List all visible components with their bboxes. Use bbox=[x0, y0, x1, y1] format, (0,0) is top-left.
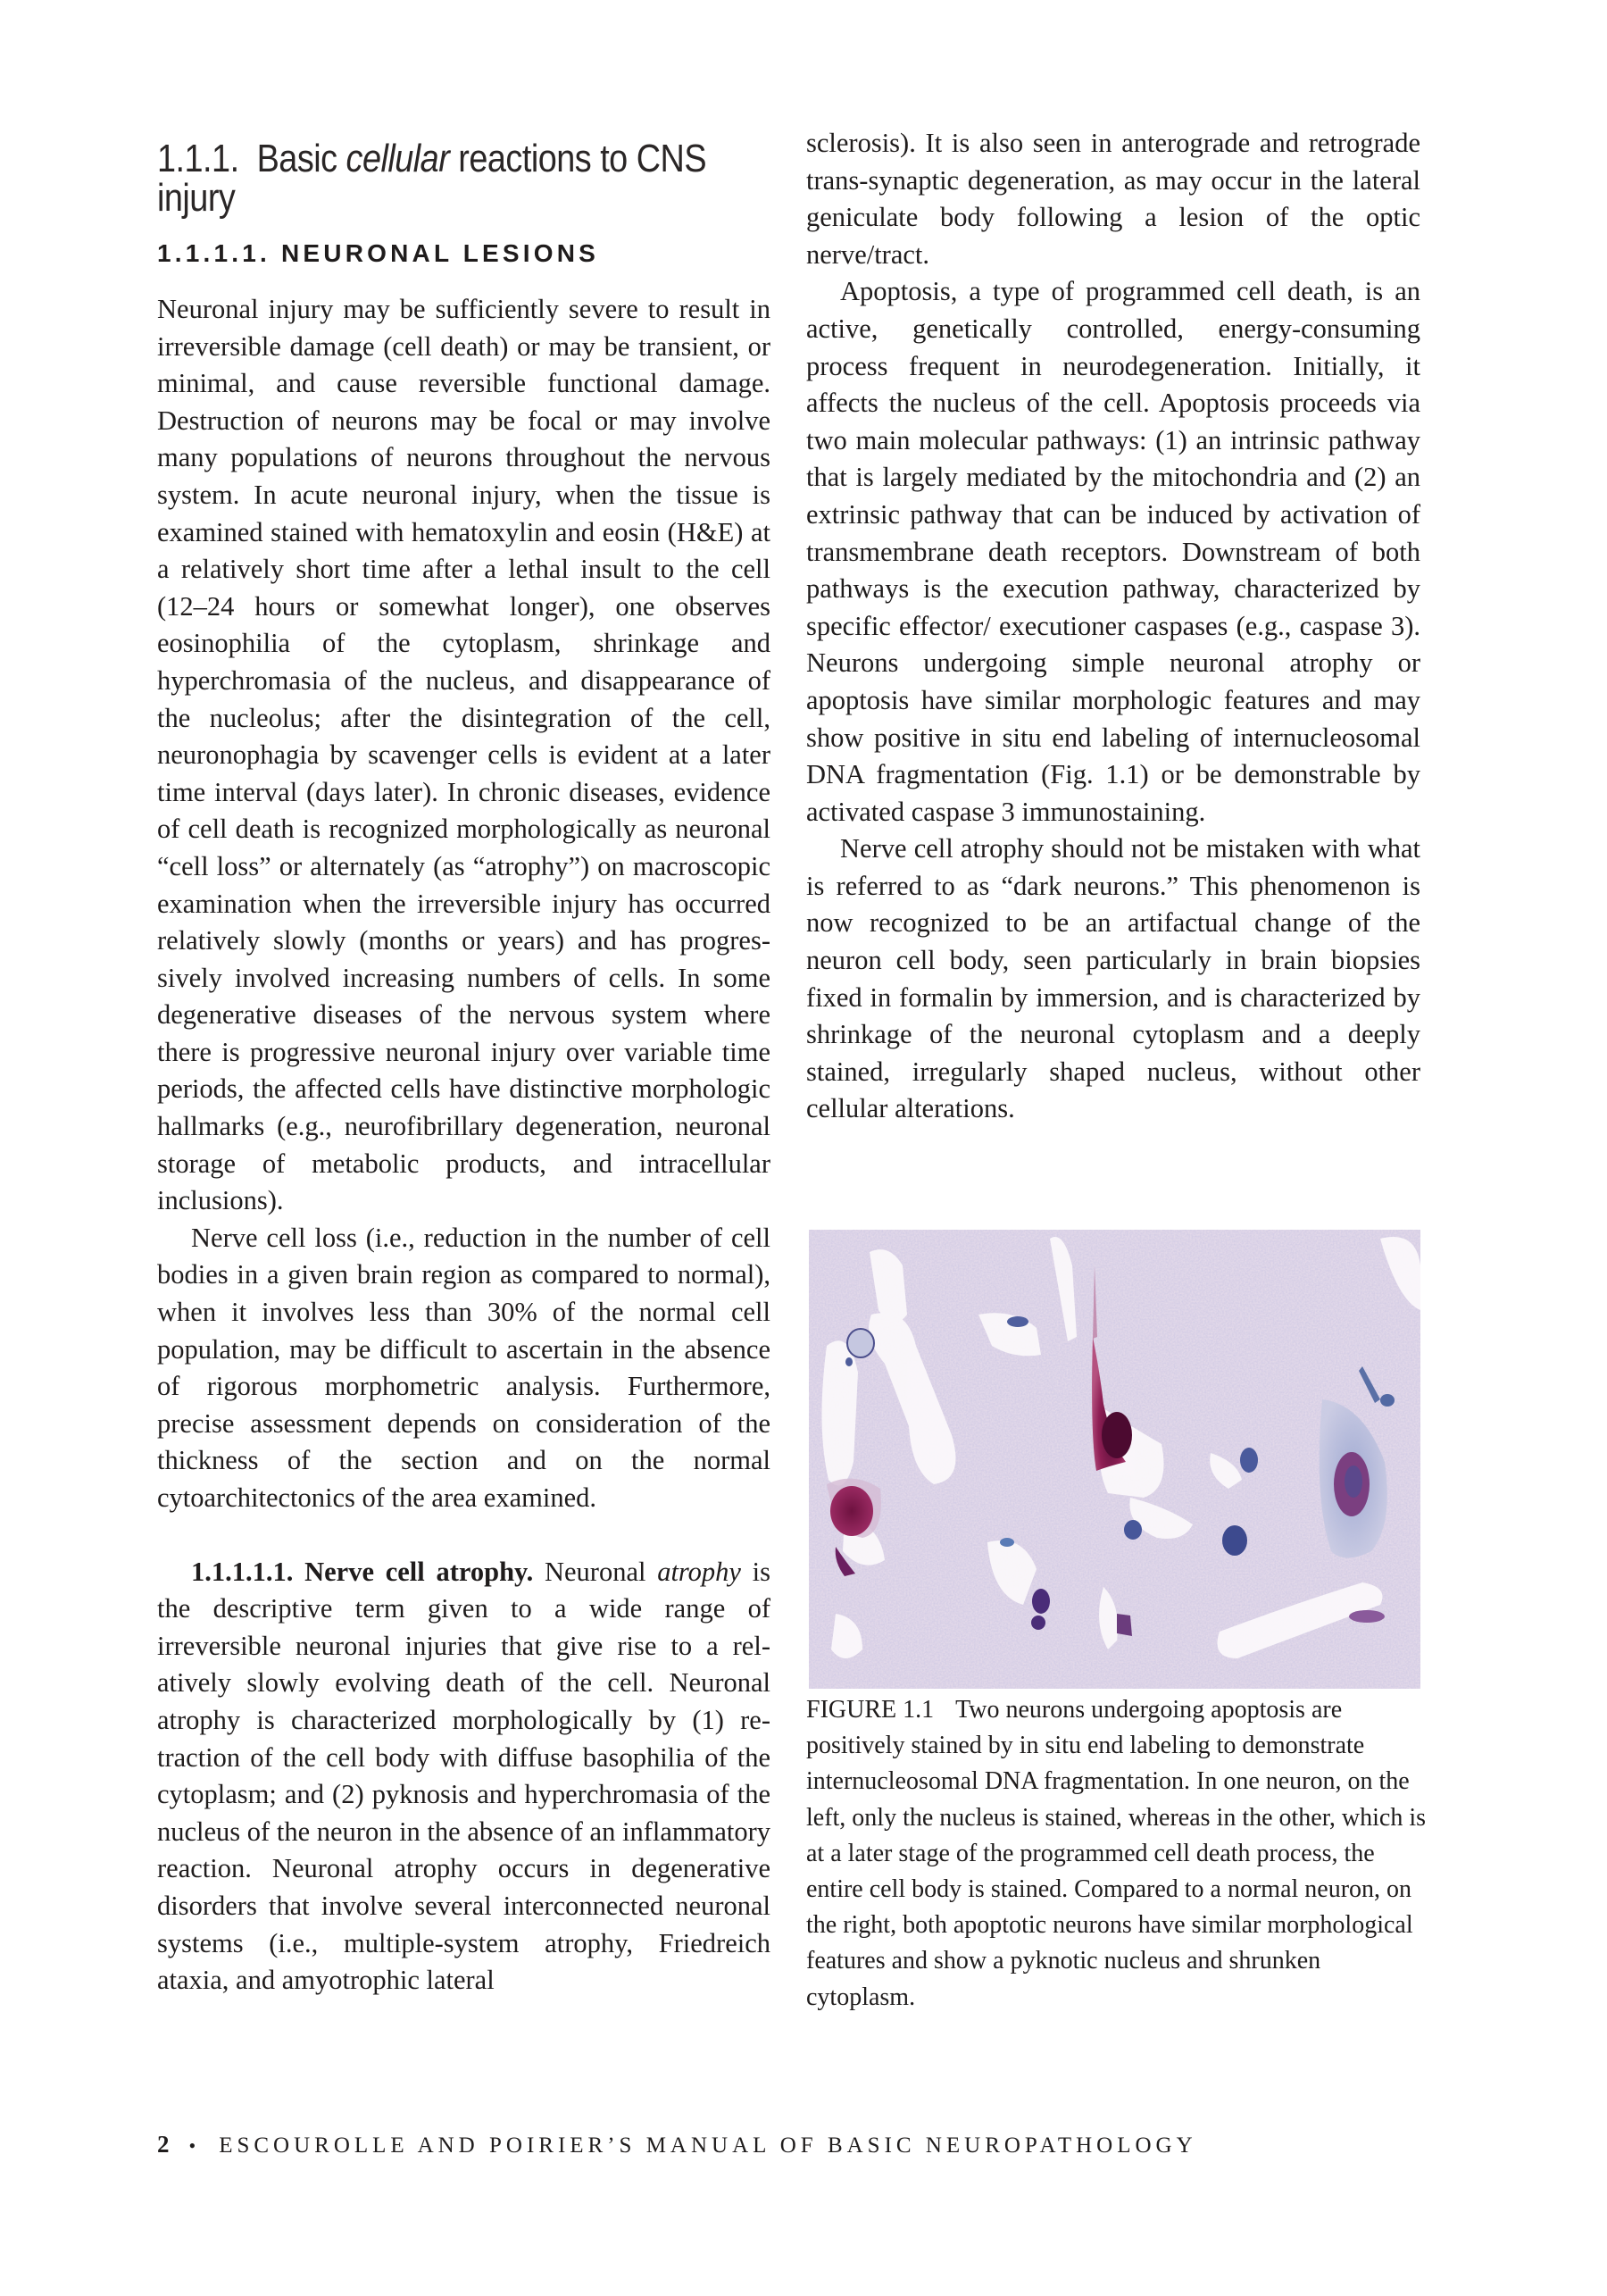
italic-term: atrophy bbox=[657, 1556, 741, 1587]
normal-neuron-nucleolus bbox=[1345, 1465, 1362, 1498]
section-number: 1.1.1. bbox=[157, 137, 239, 180]
page-number: 2 bbox=[157, 2131, 170, 2158]
atrophy-paragraph bbox=[157, 1554, 770, 2000]
body-paragraph: Neuronal injury may be sufficiently severe to result in irreversible damage (cell death) or may be transient, or minimal, and cause reversible functional damage. Destruction of neurons may be focal or may involve many populations of neurons throughout the nervous system. In acute neuronal injury, when the tissue is examined stained with hematoxylin and eosin (H&E) at a relatively short time after a lethal insult to the cell (12–24 hours or somewhat longer), one observes eosinophilia of the cytoplasm, shrinkage and hyperchromasia of the nucleus, and disappearance of the nucleolus; after the disintegration of the cell, neuronophagia by scavenger cells is evident at a later time interval (days later). In chronic diseases, evidence of cell death is recognized morphologically as neuronal “cell loss” or alternately (as “atrophy”) on macroscopic examination when the irreversible injury has occurred relatively slowly (months or years) and has progressively involved increasing numbers of cells. In some degenerative diseases of the nervous system where there is progressive neuronal injury over variable time periods, the affected cells have distinctive morphologic hallmarks (e.g., neurofibrillary degeneration, neuronal storage of metabolic products, and intracellular inclusions). bbox=[157, 294, 770, 1216]
body-paragraph: sclerosis). It is also seen in anterograde and retrograde trans-synaptic degeneration, as may occur in the lateral geniculate body following a lesion of the optic nerve/tract. bbox=[806, 128, 1420, 270]
figure-caption bbox=[806, 1692, 1431, 2016]
apoptotic-neuron-nucleus bbox=[1102, 1412, 1132, 1458]
apoptotic-neuron-left-nucleus bbox=[830, 1486, 873, 1536]
body-paragraph: Nerve cell atrophy should not be mistaken with what is referred to as “dark neurons.” This phenomenon is now recognized to be an artifactual change of the neuron cell body, seen particularly in brain biopsies fixed in formalin by immersion, and is characterized by shrinkage of the neuronal cytoplasm and a deeply stained, irregularly shaped nucleus, without other cellular alterations. bbox=[806, 833, 1420, 1124]
section-title-italic: cellular bbox=[346, 137, 450, 180]
running-footer bbox=[157, 2131, 1197, 2158]
footer-separator: • bbox=[188, 2134, 196, 2157]
figure-caption-text: Two neurons undergoing apoptosis are positively stained by in situ end labeling to demonstrate internucleosomal DNA fragmentation. In one neuron, on the left, only the nucleus is stained, whereas in the other, which is at a later stage of the programmed cell death process, the entire cell body is stained. Compared to a normal neuron, on the right, both apoptotic neurons have similar morphological features and show a pyknotic nucleus and shrunken cytoplasm. bbox=[806, 1696, 1427, 2011]
subsection-heading: 1.1.1.1. NEURONAL LESIONS bbox=[157, 239, 600, 267]
figure-label: FIGURE 1.1 bbox=[806, 1696, 935, 1724]
paragraph-text: is the descriptive term given to a wide range of irreversible neuronal injuries that give rise to a relatively slowly evolving death of the cell. Neuronal atrophy is characterized morphologically by (1) retraction of the cell body with diffuse basophilia of the cytoplasm; and (2) pyknosis and hyperchromasia of the nucleus of the neuron in the absence of an inflammatory reaction. Neuronal atrophy occurs in degenerative disorders that involve several interconnected neuronal systems (i.e., multiple-system atrophy, Friedreich ataxia, and amyotrophic lateral bbox=[157, 1556, 771, 1996]
section-title-part: Basic bbox=[256, 137, 337, 180]
section-heading bbox=[157, 139, 771, 218]
right-column bbox=[806, 125, 1420, 1128]
body-paragraph: Nerve cell loss (i.e., reduction in the number of cell bodies in a given brain region as compared to normal), when it involves less than 30% of the normal cell population, may be difficult to ascertain in the absence of rigorous morphometric analysis. Furthermore, precise assessment depends on consideration of the thickness of the section and on the normal cytoarchitectonics of the area examined. bbox=[157, 1222, 770, 1513]
body-paragraph: Apoptosis, a type of programmed cell death, is an active, genetically controlled, energy-consuming process frequent in neurodegeneration. Initially, it affects the nucleus of the cell. Apoptosis proceeds via two main molecular pathways: (1) an intrinsic pathway that is largely mediated by the mitochondria and (2) an extrinsic pathway that can be induced by activation of transmembrane death receptors. Downstream of both pathways is the execution pathway, characterized by specific effector/ executioner caspases (e.g., caspase 3). Neurons undergoing simple neuronal atrophy or apoptosis have similar morphologic features and may show positive in situ end labeling of internucleosomal DNA fragmentation (Fig. 1.1) or be demonstrable by activated caspase 3 immunostaining. bbox=[806, 276, 1420, 827]
book-title: ESCOUROLLE AND POIRIER’S MANUAL OF BASIC NEUROPATHOLOGY bbox=[219, 2133, 1197, 2158]
section-title-part: reactions to CNS injury bbox=[157, 137, 707, 220]
figure-micrograph bbox=[809, 1230, 1420, 1689]
paragraph-text: Neuronal bbox=[544, 1556, 646, 1587]
micrograph-image bbox=[809, 1230, 1420, 1689]
subsubsection-heading: 1.1.1.1.1. Nerve cell atrophy. bbox=[191, 1556, 534, 1587]
left-column bbox=[157, 127, 770, 2000]
